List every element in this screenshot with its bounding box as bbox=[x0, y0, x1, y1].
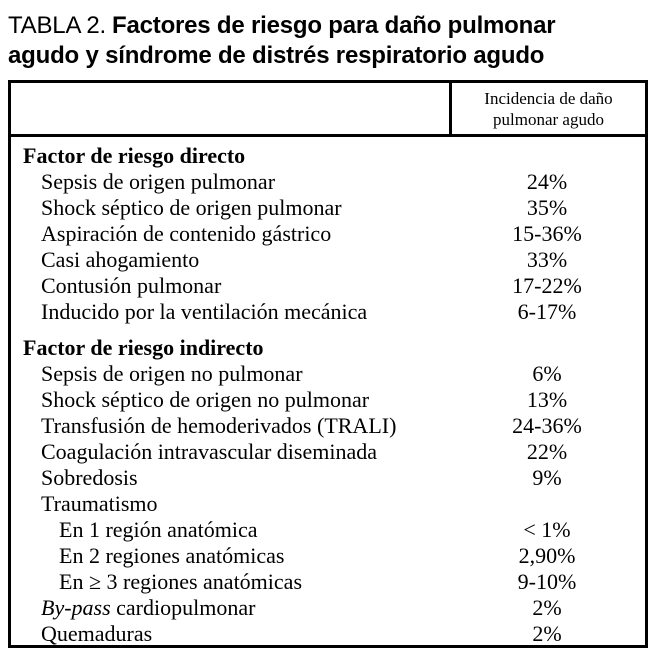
table-number-label: TABLA 2. bbox=[8, 12, 107, 39]
risk-factors-table bbox=[8, 80, 648, 648]
row-value: 2% bbox=[532, 595, 562, 620]
row-value: 13% bbox=[526, 387, 568, 412]
row-value bbox=[449, 491, 645, 517]
table-row bbox=[11, 169, 645, 195]
row-label: Casi ahogamiento bbox=[41, 247, 200, 272]
row-value: 9-10% bbox=[517, 569, 577, 594]
table-row bbox=[11, 517, 645, 543]
incidence-column-header: Incidencia de daño pulmonar agudo bbox=[449, 83, 645, 134]
table-row bbox=[11, 569, 645, 595]
row-value: 24% bbox=[526, 169, 568, 194]
table-title-text: Factores de riesgo para daño pulmonar agudo y síndrome de distrés respiratorio agudo bbox=[8, 12, 556, 69]
row-label: Factor de riesgo directo bbox=[23, 143, 246, 168]
table-body bbox=[11, 137, 645, 647]
row-label: Shock séptico de origen pulmonar bbox=[41, 195, 342, 220]
row-label: Inducido por la ventilación mecánica bbox=[41, 299, 368, 324]
row-label: Sobredosis bbox=[41, 465, 138, 490]
row-label: Sepsis de origen no pulmonar bbox=[41, 361, 303, 386]
row-label: Aspiración de contenido gástrico bbox=[41, 221, 332, 246]
page-title bbox=[0, 0, 630, 71]
row-value: 15-36% bbox=[512, 221, 582, 246]
row-label: Coagulación intravascular diseminada bbox=[41, 439, 377, 464]
table-row bbox=[11, 465, 645, 491]
row-label: Factor de riesgo indirecto bbox=[23, 335, 264, 360]
row-value: 35% bbox=[526, 195, 568, 220]
row-value: 22% bbox=[526, 439, 568, 464]
table-row bbox=[11, 543, 645, 569]
row-value: 33% bbox=[526, 247, 568, 272]
table-row bbox=[11, 595, 645, 621]
row-value: 24-36% bbox=[512, 413, 582, 438]
row-value: 2% bbox=[532, 621, 562, 646]
row-value: 6% bbox=[532, 361, 562, 386]
table-row bbox=[11, 195, 645, 221]
table-row bbox=[11, 299, 645, 325]
row-label-italic: By-pass bbox=[41, 595, 111, 620]
table-row bbox=[11, 413, 645, 439]
row-label: En 2 regiones anatómicas bbox=[59, 543, 285, 568]
row-value: 6-17% bbox=[517, 299, 577, 324]
row-value: 2,90% bbox=[518, 543, 576, 568]
table-row bbox=[11, 361, 645, 387]
table-row bbox=[11, 143, 645, 169]
table-row bbox=[11, 273, 645, 299]
row-label: Traumatismo bbox=[41, 491, 158, 516]
table-row bbox=[11, 335, 645, 361]
row-label-rest: cardiopulmonar bbox=[110, 595, 256, 620]
table-row bbox=[11, 439, 645, 465]
row-label bbox=[11, 595, 449, 621]
row-value bbox=[449, 335, 645, 361]
table-row bbox=[11, 491, 645, 517]
row-label: Transfusión de hemoderivados (TRALI) bbox=[41, 413, 397, 438]
table-row bbox=[11, 621, 645, 647]
table-row bbox=[11, 387, 645, 413]
row-value bbox=[449, 143, 645, 169]
table-row bbox=[11, 221, 645, 247]
row-label: En ≥ 3 regiones anatómicas bbox=[59, 569, 302, 594]
row-value: 9% bbox=[532, 465, 562, 490]
row-label: Shock séptico de origen no pulmonar bbox=[41, 387, 370, 412]
factor-column-header bbox=[11, 83, 449, 134]
row-value: < 1% bbox=[523, 517, 571, 542]
row-value: 17-22% bbox=[512, 273, 582, 298]
row-label: En 1 región anatómica bbox=[59, 517, 258, 542]
row-label: Contusión pulmonar bbox=[41, 273, 222, 298]
table-row bbox=[11, 247, 645, 273]
table-header-row bbox=[11, 83, 645, 137]
row-label: Sepsis de origen pulmonar bbox=[41, 169, 276, 194]
row-label: Quemaduras bbox=[41, 621, 153, 646]
